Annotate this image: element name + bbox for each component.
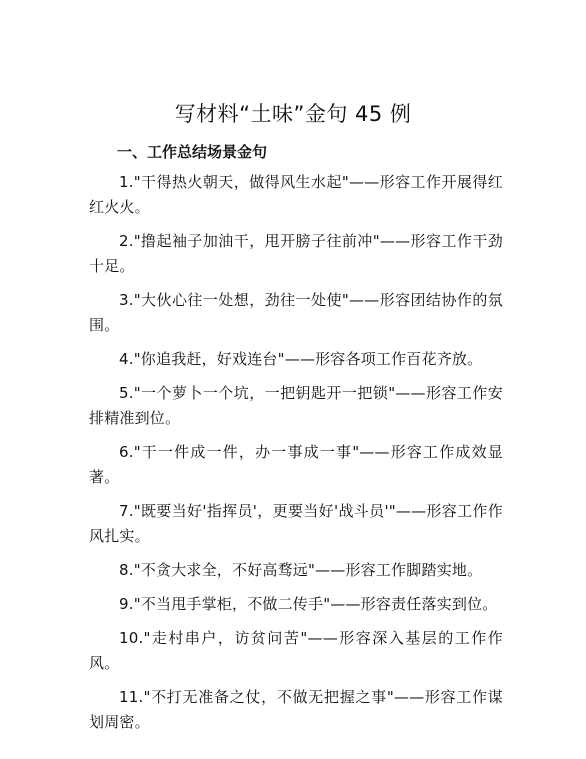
list-item: 8."不贪大求全，不好高骛远"——形容工作脚踏实地。: [119, 561, 483, 579]
section-heading: 一、工作总结场景金句: [117, 143, 268, 161]
document-title: 写材料“土味”金句 45 例: [174, 102, 412, 126]
list-item: 5."一个萝卜一个坑，一把钥匙开一把锁"——形容工作安排精准到位。: [89, 384, 503, 427]
list-item: 9."不当甩手掌柜，不做二传手"——形容责任落实到位。: [119, 595, 498, 613]
list-item: 11."不打无准备之仗，不做无把握之事"——形容工作谋划周密。: [89, 688, 503, 731]
list-item: 3."大伙心往一处想，劲往一处使"——形容团结协作的氛围。: [89, 291, 503, 334]
list-item: 10."走村串户，访贫问苦"——形容深入基层的工作作风。: [89, 629, 503, 672]
list-item: 6."干一件成一件，办一事成一事"——形容工作成效显著。: [89, 443, 503, 486]
list-item: 2."撸起袖子加油干，甩开膀子往前冲"——形容工作干劲十足。: [89, 232, 503, 275]
list-item: 7."既要当好'指挥员'，更要当好'战斗员'"——形容工作作风扎实。: [89, 502, 503, 545]
phrase-list: [89, 170, 503, 744]
list-item: 4."你追我赶，好戏连台"——形容各项工作百花齐放。: [119, 350, 483, 368]
list-item: 1."干得热火朝天，做得风生水起"——形容工作开展得红红火火。: [89, 173, 503, 216]
